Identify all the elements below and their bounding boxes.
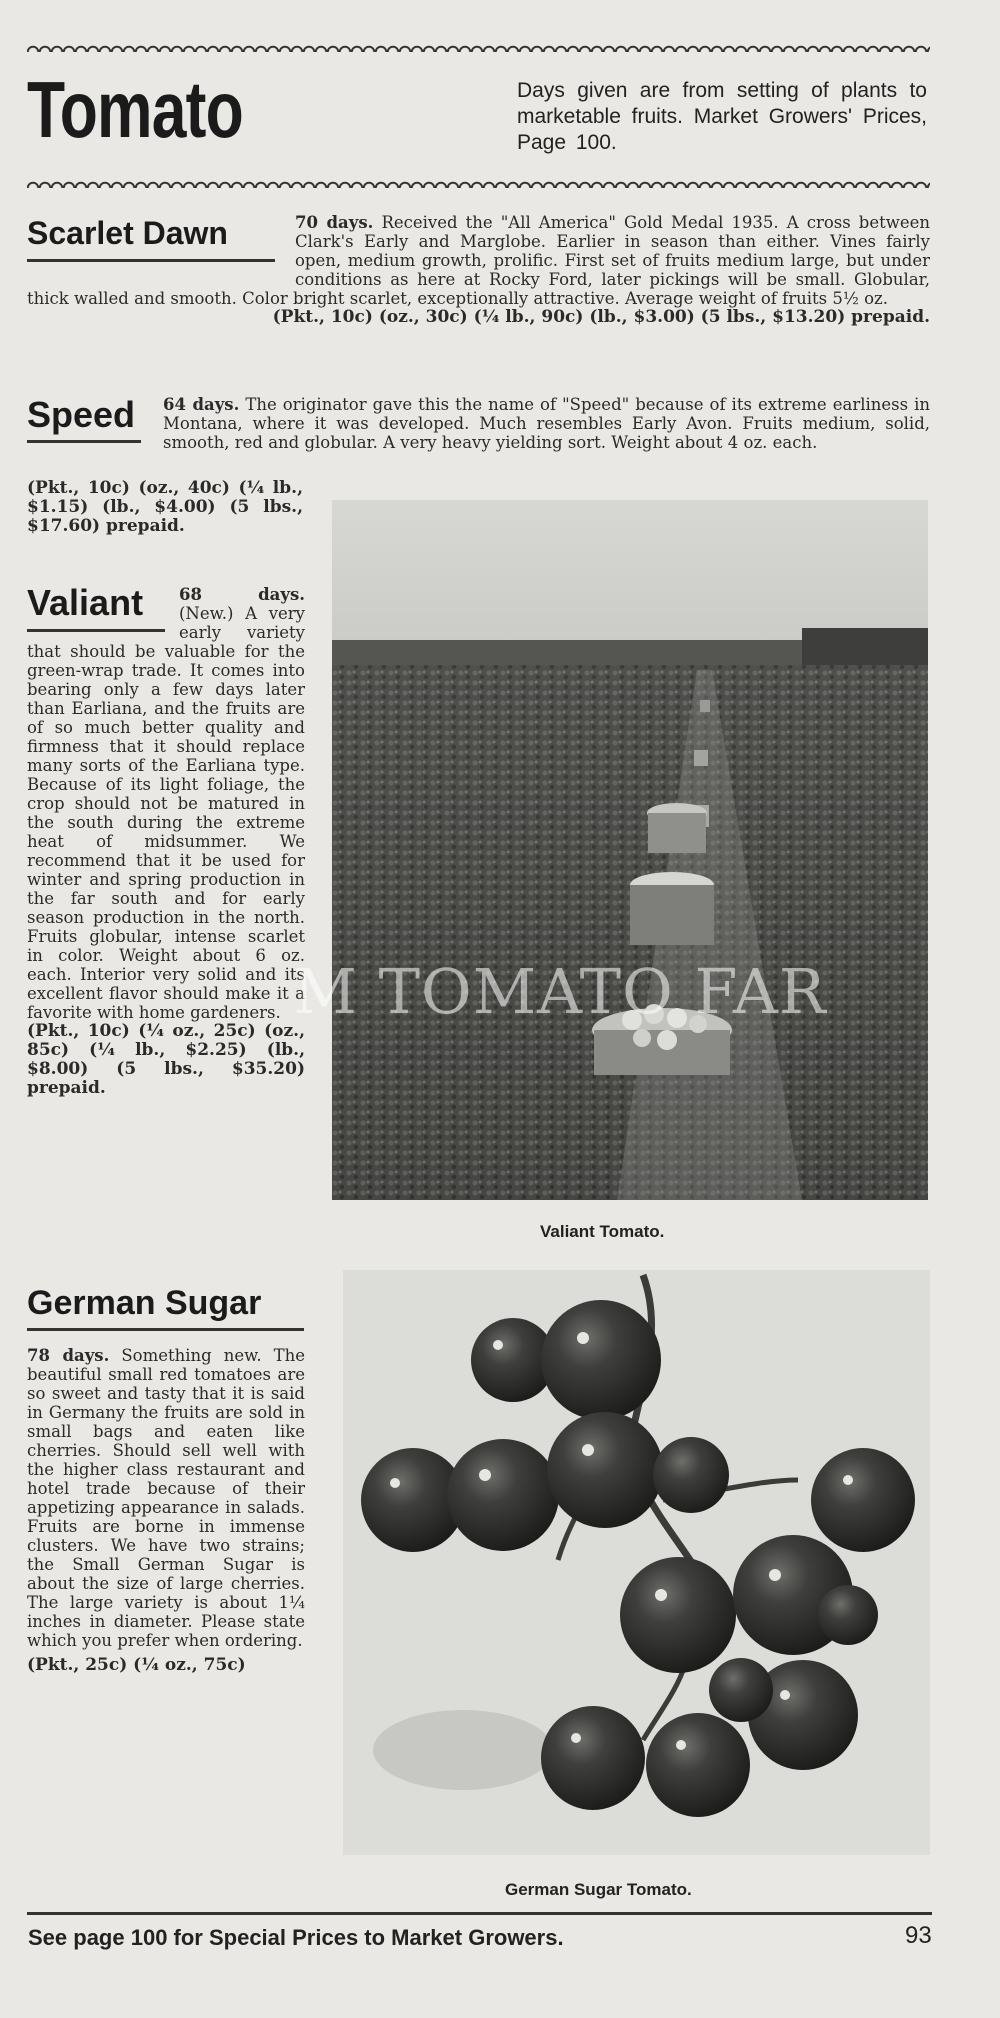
variety-text: Received the "All America" Gold Medal 1935. A cross between Clark's Early and Marglobe. Earlier in season than either. Vines fairly open, medium growth, prolific. First set of fruits medium large, but under conditions as here at Rocky Ford, later pickings will be small. Globular, thick walled and smooth. Color bright scarlet, exceptionally attractive. Average weight of fruits 5½ oz.	[27, 213, 930, 308]
variety-price: (Pkt., 10c) (oz., 40c) (¼ lb., $1.15) (lb., $4.00) (5 lbs., $17.60) prepaid.	[27, 478, 303, 536]
variety-days: 68 days.	[179, 585, 305, 604]
variety-text: Something new. The beautiful small red tomatoes are so sweet and tasty that it is said in Germany the fruits are sold in small bags and eaten like cherries. Should sell well with the higher class restaurant and hotel trade because of their appetizing appearance in salads. Fruits are borne in immense clusters. We have two strains; the Small German Sugar is about the size of large cherries. The large variety is about 1¼ inches in diameter. Please state which you prefer when ordering.	[27, 1346, 305, 1650]
german-sugar-photo	[343, 1270, 930, 1855]
variety-days: 78 days.	[27, 1346, 110, 1365]
variety-description-scarlet-dawn	[27, 213, 930, 327]
footer-note: See page 100 for Special Prices to Market Growers.	[28, 1925, 564, 1950]
variety-description-valiant	[27, 582, 305, 1098]
watermark-text: M TOMATO FAR	[293, 955, 827, 1028]
variety-price: (Pkt., 10c) (oz., 30c) (¼ lb., 90c) (lb., $3.00) (5 lbs., $13.20) prepaid.	[272, 307, 930, 327]
tomato-cluster-drawing	[343, 1270, 930, 1855]
variety-description-speed	[27, 395, 930, 452]
variety-text: (New.) A very early variety that should be valuable for the green-wrap trade. It comes into bearing only a few days later than Earliana, and the fruits are of so much better quality and firmness that it should replace many sorts of the Earliana type. Because of its light foliage, the crop should not be matured in the south during the extreme heat of midsummer. We recommend that it be used for winter and spring production in the far south and for early season production in the north. Fruits globular, intense scarlet in color. Weight about 6 oz. each. Interior very solid and its excellent flavor should make it a favorite with home gardeners.	[27, 604, 305, 1022]
variety-price: (Pkt., 10c) (¼ oz., 25c) (oz., 85c) (¼ lb., $2.25) (lb., $8.00) (5 lbs., $35.20) prepaid.	[27, 1021, 305, 1098]
photo-caption-valiant: Valiant Tomato.	[540, 1222, 665, 1241]
page-number: 93	[905, 1922, 932, 1949]
footer-rule	[27, 1912, 932, 1915]
page-title: Tomato	[27, 65, 244, 154]
header-ornament-rule	[27, 178, 930, 188]
field-photo-drawing	[332, 500, 928, 1200]
variety-description-german-sugar	[27, 1346, 305, 1675]
variety-title-valiant: Valiant	[27, 582, 144, 623]
variety-title-speed: Speed	[27, 394, 136, 435]
photo-caption-german-sugar: German Sugar Tomato.	[505, 1880, 692, 1899]
variety-days: 64 days.	[163, 395, 240, 414]
header-note: Days given are from setting of plants to marketable fruits. Market Growers' Prices, Page 100.	[517, 79, 927, 154]
variety-title-scarlet-dawn: Scarlet Dawn	[27, 215, 228, 251]
valiant-field-photo	[332, 500, 928, 1200]
variety-days: 70 days.	[295, 213, 374, 232]
top-ornament-rule	[27, 42, 930, 52]
variety-text: The originator gave this the name of "Speed" because of its extreme earliness in Montana, where it was developed. Much resembles Early Avon. Fruits medium, solid, smooth, red and globular. A very heavy yielding sort. Weight about 4 oz. each.	[163, 395, 930, 452]
variety-price: (Pkt., 25c) (¼ oz., 75c)	[27, 1655, 246, 1675]
title-underline	[27, 1328, 304, 1331]
variety-title-german-sugar: German Sugar	[27, 1284, 262, 1322]
